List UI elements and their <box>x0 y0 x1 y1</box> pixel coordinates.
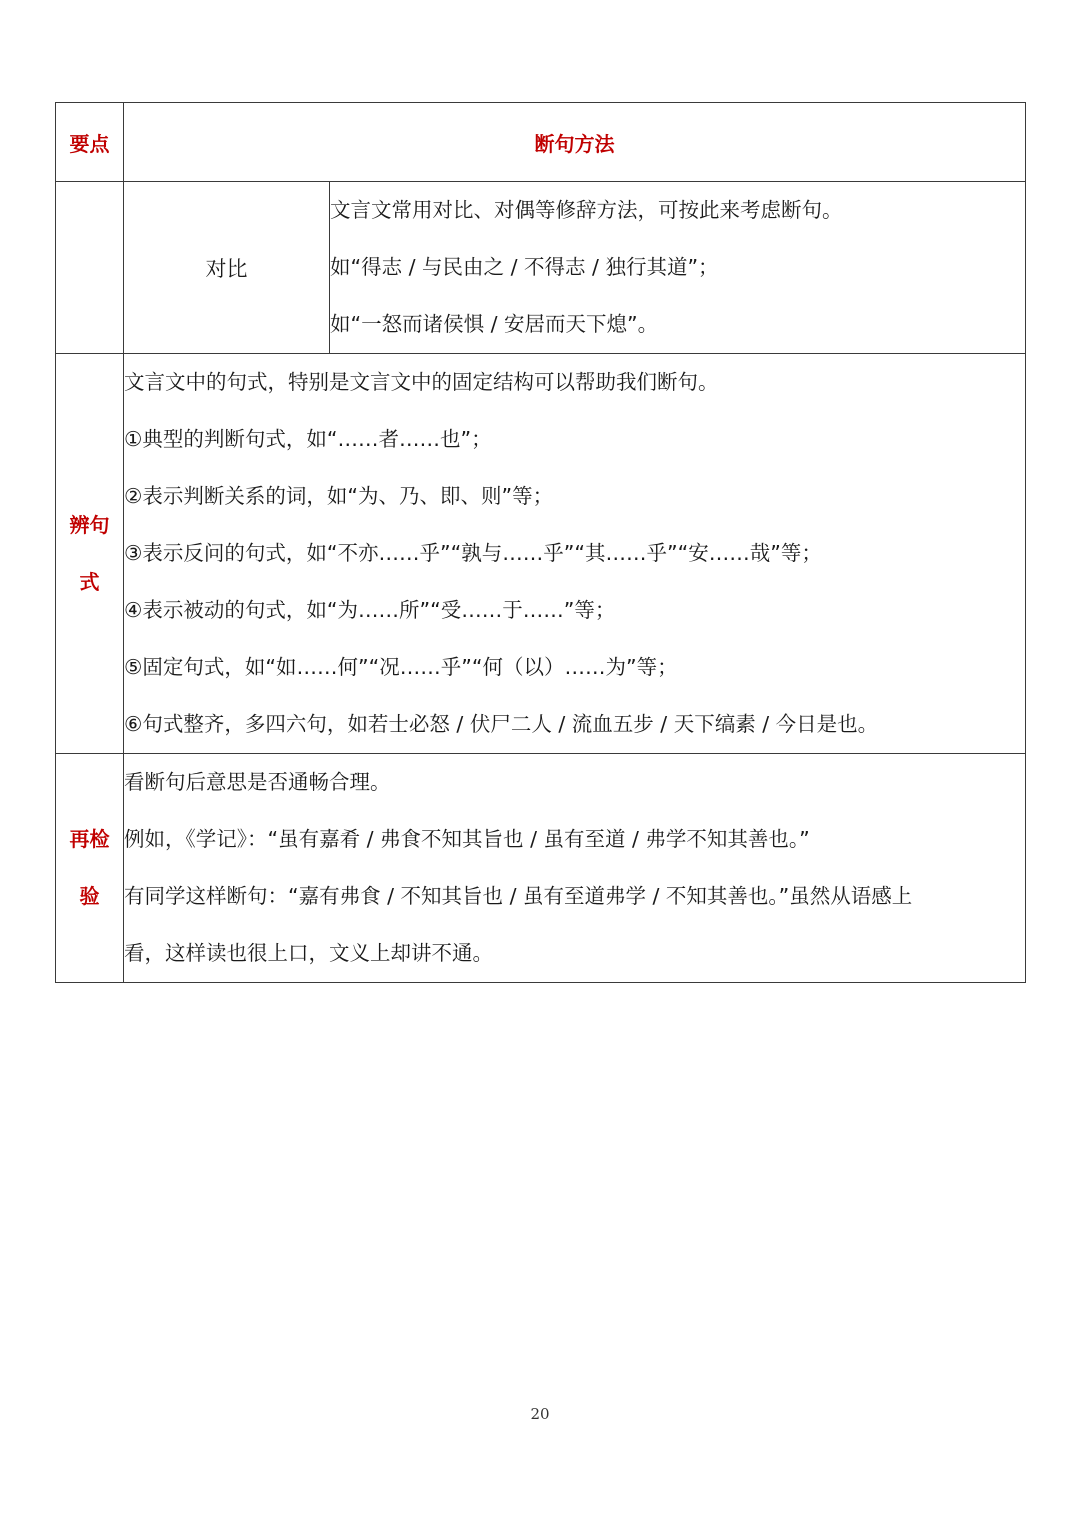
content-line: 看，这样读也很上口，文义上却讲不通。 <box>124 941 493 965</box>
row-key-cell <box>56 354 124 754</box>
page-number: 20 <box>530 1405 550 1423</box>
row-key-label-line: 式 <box>79 569 100 594</box>
content-line: 例如，《学记》：“虽有嘉肴 / 弗食不知其旨也 / 虽有至道 / 弗学不知其善也。” <box>124 827 810 851</box>
content-line: 有同学这样断句：“嘉有弗食 / 不知其旨也 / 虽有至道弗学 / 不知其善也。”虽然从语感上 <box>124 884 913 908</box>
content-line: 文言文常用对比、对偶等修辞方法，可按此来考虑断句。 <box>330 198 843 222</box>
row-key-label-line: 辨句 <box>69 512 110 537</box>
table-row-sentence-pattern <box>56 354 1026 754</box>
content-line: ④表示被动的句式，如“为……所”“受……于……”等； <box>124 598 616 622</box>
content-line: 如“一怒而诸侯惧 / 安居而天下熄”。 <box>330 312 659 336</box>
content-line: ②表示判断关系的词，如“为、乃、即、则”等； <box>124 484 554 508</box>
content-line: 如“得志 / 与民由之 / 不得志 / 独行其道”； <box>330 255 719 279</box>
content-line: 看断句后意思是否通畅合理。 <box>124 770 391 794</box>
row-key-label-line: 再检 <box>69 827 110 851</box>
content-line: ⑤固定句式，如“如……何”“况……乎”“何（以）……为”等； <box>124 655 678 679</box>
sentence-break-methods-table <box>55 102 1026 983</box>
header-key-cell <box>56 103 124 182</box>
row-sub-label: 对比 <box>205 256 248 281</box>
row-key-cell <box>56 754 124 983</box>
header-key-label: 要点 <box>69 131 110 156</box>
content-line: 文言文中的句式，特别是文言文中的固定结构可以帮助我们断句。 <box>124 370 719 394</box>
table-header-row <box>56 103 1026 182</box>
content-line: ①典型的判断句式，如“……者……也”； <box>124 427 492 451</box>
table-row-contrast <box>56 182 1026 354</box>
header-method-cell <box>124 103 1026 182</box>
table-row-recheck <box>56 754 1026 983</box>
row-content-cell <box>330 182 1026 354</box>
row-key-cell-empty <box>56 182 124 354</box>
row-content-cell <box>124 754 1026 983</box>
content-line: ③表示反问的句式，如“不亦……乎”“孰与……乎”“其……乎”“安……哉”等； <box>124 541 822 565</box>
row-sub-cell <box>124 182 330 354</box>
content-line: ⑥句式整齐，多四六句，如若士必怒 / 伏尸二人 / 流血五步 / 天下缟素 / 今日是也。 <box>124 712 879 736</box>
row-content-cell <box>124 354 1026 754</box>
header-method-label: 断句方法 <box>534 131 615 156</box>
row-key-label-line: 验 <box>79 884 100 908</box>
